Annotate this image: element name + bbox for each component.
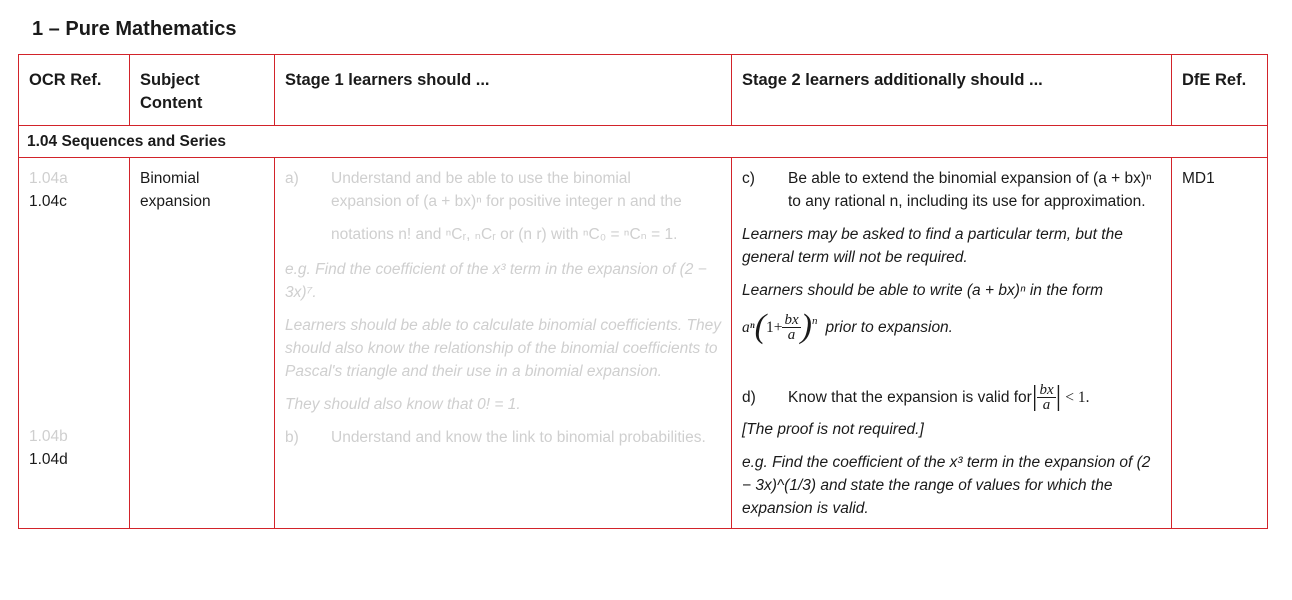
stage2-general-term: Learners may be asked to find a particular term, but the general term will not be required. xyxy=(742,226,1123,266)
item-d-text: Know that the expansion is valid for xyxy=(788,388,1032,406)
stage2-write-form: Learners should be able to write (a + bx)ⁿ in the form xyxy=(742,282,1104,299)
subject-content: Binomial expansion xyxy=(140,170,211,210)
stage1-binomial-coefficients: Learners should be able to calculate binomial coefficients. They should also know the relationship of the binomial coefficients to Pascal's triangle and their use in a binomial expansion. xyxy=(285,317,721,380)
header-stage1: Stage 1 learners should ... xyxy=(275,55,732,126)
header-ocr-ref: OCR Ref. xyxy=(19,55,130,126)
item-c-label: c) xyxy=(742,170,755,187)
stage1-example: e.g. Find the coefficient of the x³ term in the expansion of (2 − 3x)⁷. xyxy=(285,261,707,301)
ocr-ref-cell xyxy=(19,158,130,529)
ref-1-04b: 1.04b xyxy=(29,428,68,445)
section-title: 1.04 Sequences and Series xyxy=(19,126,1268,158)
header-dfe-ref: DfE Ref. xyxy=(1172,55,1268,126)
item-a-text: Understand and be able to use the binomial expansion of (a + bx)ⁿ for positive integer n and the notations n! and ⁿCᵣ, ₙCᵣ or (n r) with ⁿC₀ = ⁿCₙ = 1. xyxy=(331,170,682,243)
item-b-text: Understand and know the link to binomial probabilities. xyxy=(331,429,706,446)
item-a-label: a) xyxy=(285,170,299,187)
dfe-ref-cell xyxy=(1172,158,1268,529)
header-subject-content: Subject Content xyxy=(130,55,275,126)
item-d-inequality: < 1. xyxy=(1065,388,1090,406)
stage2-cell xyxy=(732,158,1172,529)
ref-1-04d: 1.04d xyxy=(29,451,68,468)
header-stage2: Stage 2 learners additionally should ... xyxy=(732,55,1172,126)
stage2-proof-note: [The proof is not required.] xyxy=(742,421,924,438)
dfe-ref: MD1 xyxy=(1182,170,1215,187)
item-d-label: d) xyxy=(742,388,756,406)
header-row xyxy=(19,55,1268,126)
table-row xyxy=(19,158,1268,529)
stage2-item-d: d) Know that the expansion is valid for | $\frac{bx}{a}$ | < 1. xyxy=(742,381,1090,413)
stage1-item-a xyxy=(285,167,721,246)
stage2-form-expression xyxy=(742,308,1161,346)
ref-1-04c: 1.04c xyxy=(29,193,67,210)
page-title: 1 – Pure Mathematics xyxy=(32,18,237,40)
subject-cell xyxy=(130,158,275,529)
form-expression: aⁿ ( 1+ $\frac{bx}{a}$ ) $^n$ xyxy=(742,308,818,345)
prior-to-expansion: prior to expansion. xyxy=(825,318,953,336)
stage1-item-b xyxy=(285,426,721,449)
section-row xyxy=(19,126,1268,158)
item-b-label: b) xyxy=(285,429,299,446)
stage1-cell xyxy=(275,158,732,529)
stage1-zero-factorial: They should also know that 0! = 1. xyxy=(285,396,521,413)
spec-table xyxy=(18,54,1268,529)
item-c-text: Be able to extend the binomial expansion of (a + bx)ⁿ to any rational n, including its use for approximation. xyxy=(788,170,1152,210)
ref-1-04a: 1.04a xyxy=(29,170,68,187)
stage2-item-c xyxy=(742,167,1161,213)
stage2-example: e.g. Find the coefficient of the x³ term in the expansion of (2 − 3x)^(1/3) and state the range of values for which the expansion is valid. xyxy=(742,454,1151,517)
